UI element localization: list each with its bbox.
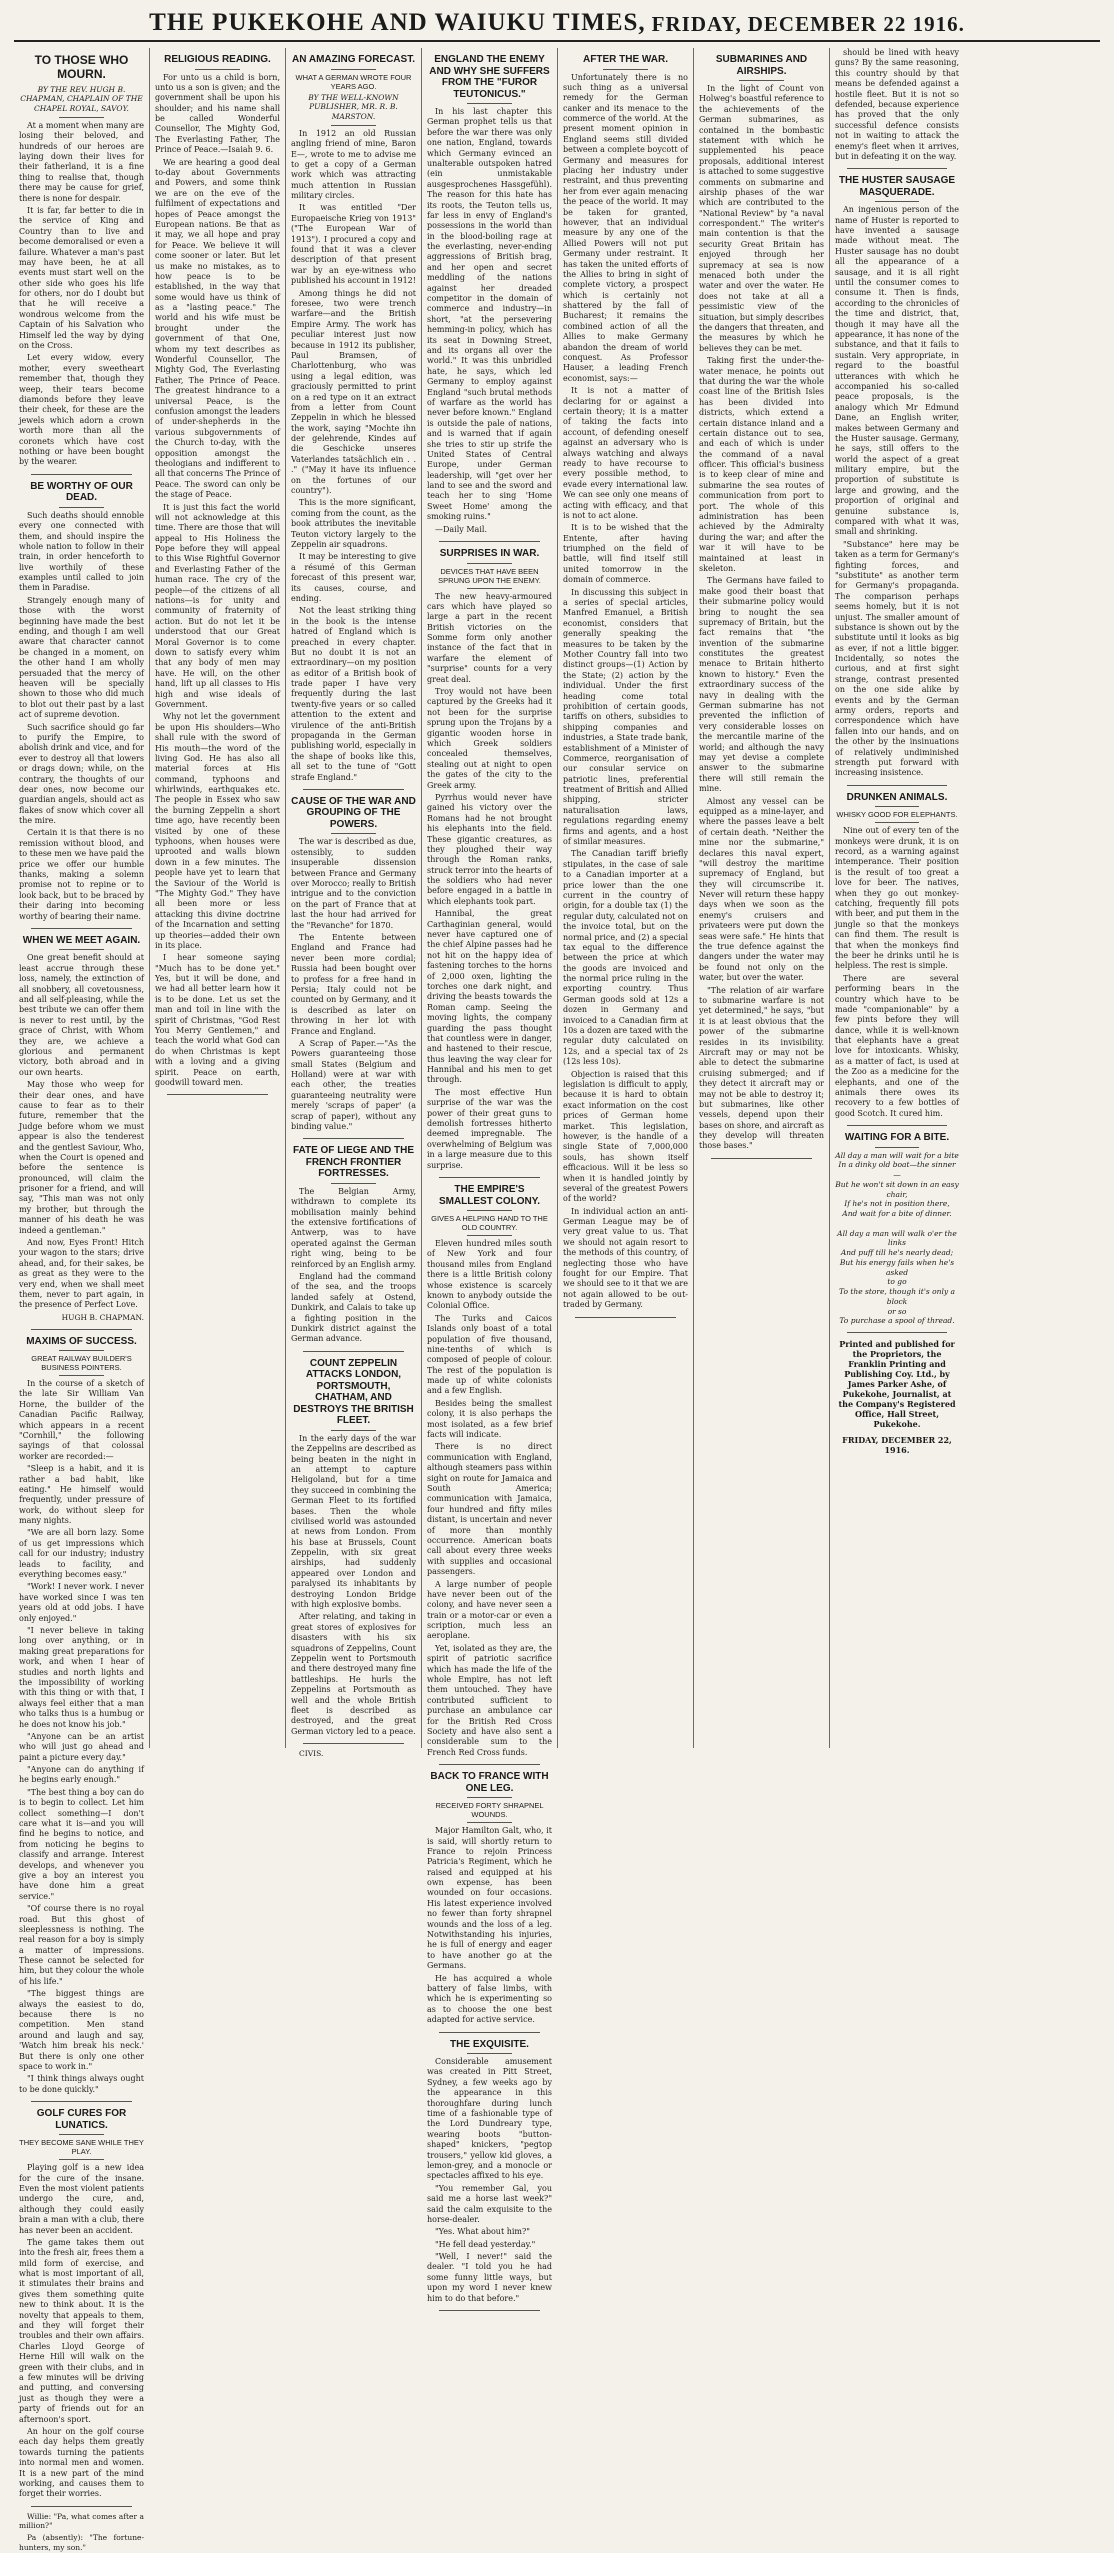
- column-5: [558, 48, 694, 1748]
- divider: [59, 1350, 104, 1351]
- poem-line: All day a man will wait for a bite: [835, 1150, 959, 1160]
- article-headline: CAUSE OF THE WAR AND GROUPING OF THE POWERS.: [291, 795, 416, 830]
- article-paragraph: For unto us a child is born, unto us a son is given; and the government shall be upon his shoulder; and his name shall be called Wonderful Counsellor, The Mighty God, The Everlasting Father, The Prince of Peace.—Isaiah 9. 6.: [155, 72, 280, 155]
- article-paragraph: It is just this fact the world will not acknowledge at this time. There are those that will appeal to His Holiness the Pope before they will appeal to this Wise Rightful Governor and Everlasting Father of the human race. The cry of the people—of the citizens of all nations—is for unity and community of fraternity of action. But do not let it be understood that our Great Moral Governor is to come down to satisfy every whim that any body of men may have. He will, on the other hand, lift up all classes to His high and wise ideals of Government.: [155, 502, 280, 709]
- column-4: [422, 48, 558, 2303]
- poem-line: To purchase a spool of thread.: [839, 1316, 955, 1326]
- article-subheadline: THEY BECOME SANE WHILE THEY PLAY.: [19, 2138, 144, 2157]
- divider: [331, 1183, 376, 1184]
- issue-day: FRIDAY,: [651, 12, 742, 36]
- article-paragraph: The most effective Hun surprise of the war was the power of their great guns to demolish fortresses hitherto deemed impregnable. The overwhelming of Belgium was in a large measure due to this surprise.: [427, 1087, 552, 1170]
- article: [291, 1145, 416, 1344]
- article-paragraph: Such deaths should ennoble every one connected with them, and should inspire the whole nation to follow in their train, in order henceforth to live worthily of these examples until called to join them in Paradise.: [19, 510, 144, 593]
- article-paragraph: The Entente between England and France had never been more cordial; Russia had been bought over to profess for a free hand in Persia; Italy could not be counted on by Germany, and it is described as later on throwing in her lot with France and England.: [291, 932, 416, 1036]
- article-paragraph: In 1912 an old Russian angling friend of mine, Baron E—, wrote to me to advise me to get a copy of a German work which was attracting much attention in Russian military circles.: [291, 128, 416, 201]
- article-headline: GOLF CURES FOR LUNATICS.: [36, 2108, 127, 2131]
- divider: [195, 69, 240, 70]
- divider: [467, 588, 512, 589]
- poem-line: But he won't sit down in an easy chair,: [835, 1179, 959, 1199]
- article-paragraph: It is far, far better to die in the service of King and Country than to live and become demoralised or even a failure. Whatever a man's past may have been, he at all events must start well on the other side who goes his life for others, nor do I doubt but that he will receive a wondrous welcome from the Captain of his Salvation who Himself led the way by dying on the Cross.: [19, 205, 144, 351]
- article-paragraph: Eleven hundred miles south of New York and four thousand miles from England there is a little British colony whose existence is scarcely known to anybody outside the Colonial Office.: [427, 1239, 552, 1311]
- article-paragraph: A large number of people have never been out of the colony, and have never seen a train or a motor-car or even a scription, much less an aeroplane.: [427, 1579, 552, 1641]
- newspaper-columns: [14, 48, 1100, 2552]
- section-rule: [575, 1317, 676, 1318]
- article-paragraph: Almost any vessel can be equipped as a mine-layer, and where the passes leave a belt of certain death. "Neither the mine nor the submarine," declares this naval expert, "will destroy the maritime supremacy of England, but they will circumscribe it. Never will return these happy days when we soon as the enemy's cruisers and privateers were put down the seas were safe." He hints that the true defence against the dangers under the water may be found not only on the water, but over the water.: [699, 796, 824, 983]
- poem-line: If he's not in position there,: [844, 1199, 950, 1209]
- section-rule: [31, 1329, 132, 1330]
- article: [155, 54, 280, 1088]
- article: [835, 175, 959, 778]
- section-rule: [439, 1764, 540, 1765]
- article-paragraph: England had the command of the sea, and the troops landed safely at Ostend, Dunkirk, and Calais to take up a fighting position in the Dunkirk district against the German advance.: [291, 1272, 416, 1344]
- article: [427, 54, 552, 535]
- article-byline: BY THE REV. HUGH B. CHAPMAN, CHAPLAIN OF THE CHAPEL ROYAL, SAVOY.: [20, 84, 143, 114]
- article-paragraph: It is to be wished that the Entente, after having triumphed on the field of battle, will find itself still united tomorrow in the domain of commerce.: [563, 523, 688, 585]
- column-footer-line: Pa (absently): "The fortune-hunters, my son.": [19, 2533, 144, 2552]
- article-paragraph: Besides being the smallest colony, it is also perhaps the most isolated, as a few brief facts will indicate.: [427, 1398, 552, 1440]
- article-subheadline: RECEIVED FORTY SHRAPNEL WOUNDS.: [435, 1801, 544, 1820]
- article-paragraph: It is not a matter of declaring for or against a certain theory; it is a matter of taking the facts into account, of defending oneself against an adversary who is always watching and always ready to have recourse to every possible method, to evade every international law. We can see only one means of acting with efficacy, and that is not to act alone.: [563, 386, 688, 520]
- divider: [467, 103, 512, 104]
- section-rule: [167, 1094, 268, 1095]
- article-subheadline: GIVES A HELPING HAND TO THE OLD COUNTRY.: [431, 1214, 548, 1232]
- section-rule: [847, 1332, 947, 1333]
- article-paragraph: Taking first the under-the-water menace, he points out that during the war the whole coast line of the British Isles has been divided into districts, which extend a certain distance inland and a certain distance out to sea, and each of which is under the command of a naval officer. This official's business is to keep clear of mine and submarine the sea routes of communication from port to port. The whole of this administration has been achieved by the Admiralty during the war; and after the war it will have to be maintained at least in skeleton.: [699, 356, 824, 573]
- article: [19, 2108, 144, 2500]
- section-rule: [847, 1125, 947, 1126]
- article-paragraph: In discussing this subject in a series of special articles, Manfred Emanuel, a British economist, considers that generally speaking the measures to be taken by the Mother Country fall into two distinct groups—(1) Action by the State; (2) action by the individual. Under the first heading come total prohibition of certain goods, tariffs on others, subsidies to shipping companies and industries, a State trade bank, establishment of a Minister of Commerce, reorganisation of our consular service on patriotic lines, preferential treatment of British and Allied shipping, stricter naturalisation laws, regulations regarding enemy firms and agents, and a host of similar measures.: [563, 587, 688, 847]
- article-paragraph: "Substance" here may be taken as a term for Germany's fighting forces, and "substitute" as another term for Germany's propaganda. The comparison perhaps seems homely, but it is not unjust. The smaller amount of substance is shown out by the substitute until it looks as big as ever, if not a little bigger. Incidentally, so notes the curious, and at first sight strange, contrast presented on the one side alike by events and by the German army orders, reports and correspondence which have fallen into our hands, and on the other by the insinuations of relatively undiminished strength put forward with increasing insistence.: [835, 539, 959, 778]
- article-paragraph: "Anyone can be an artist who will just go ahead and paint a picture every day.": [19, 1731, 144, 1762]
- article-headline: BACK TO FRANCE WITH ONE LEG.: [430, 1771, 549, 1794]
- article: [291, 796, 416, 1132]
- column-1: [14, 48, 150, 2552]
- section-rule: [31, 2101, 132, 2102]
- section-rule: [303, 1351, 404, 1352]
- article: [19, 54, 144, 468]
- article-headline: AFTER THE WAR.: [583, 54, 668, 65]
- divider: [331, 125, 376, 126]
- article-headline: AN AMAZING FORECAST.: [292, 54, 415, 65]
- article-paragraph: It was entitled "Der Europaeische Krieg von 1913" ("The European War of 1913"). I procured a copy and found that it was a clever description of that present war by an eye-witness who published his account in 1912!: [291, 203, 416, 286]
- article-paragraph: Nine out of every ten of the monkeys were drunk, it is on record, as a warning against intemperance. Their position is the result of too great a love for beer. The natives, when they go out monkey-catching, frequently fill pots with beer, and put them in the jungle so that the monkeys can find them. The result is that when the monkeys find the beer he drinks until he is helpless. The rest is simple.: [835, 826, 959, 971]
- divider: [331, 1430, 376, 1431]
- article-paragraph: It may be interesting to give a résumé of this German forecast of this present war, its causes, course, and ending.: [291, 552, 416, 603]
- article-paragraph: "The biggest things are always the easiest to do, because there is no competition. Men stand around and laugh and say, 'Watch him break his neck.' But there is only one other space to work in.": [19, 1989, 144, 2071]
- article-paragraph: I hear someone saying "Much has to be done yet." Yes, but it will be done, and we had all better learn how it is to be done. Let us set the man and toil in line with the spirit of Christmas, "God Rest You Merry Gentlemen," and teach the world what God can do when Christmas is kept with a loving and a giving spirit. Peace on earth, goodwill toward men.: [155, 953, 280, 1087]
- article-headline: MAXIMS OF SUCCESS.: [26, 1335, 137, 1347]
- article-paragraph: There is no direct communication with England, although steamers pass within sight on route for Jamaica and South America; communication with Jamaica, four hundred and fifty miles distant, is uncertain and never of more than monthly occurrence. American boats call about every three weeks with supplies and occasional passengers.: [427, 1442, 552, 1577]
- article: [427, 1184, 552, 1758]
- article-paragraph: should be lined with heavy guns? By the same reasoning, this country should by that means be defended against a hostile fleet. But it is not so defended, because experience has proved that the only successful defence consists not in waiting to attack the enemy's fleet when it arrives, but in defeating it on the way.: [835, 48, 959, 161]
- article-subheadline: DEVICES THAT HAVE BEEN SPRUNG UPON THE ENEMY.: [438, 566, 541, 585]
- divider: [331, 69, 376, 70]
- masthead: [14, 8, 1100, 42]
- article: [835, 48, 959, 162]
- article: [291, 1358, 416, 1737]
- article-paragraph: "Sleep is a habit, and it is rather a bad habit, like eating." He himself would frequently, under pressure of work, do without sleep for many nights.: [19, 1464, 144, 1526]
- article: [835, 792, 959, 1119]
- poem-line: But his energy fails when he's asked: [839, 1257, 955, 1277]
- article-paragraph: Certain it is that there is no remission without blood, and to these men we have paid the price we offer our humble thanks, making a solemn promise not to repine or to look back, but to be braced by their daring into becoming worthy of bearing their name.: [19, 828, 144, 921]
- section-rule: [31, 928, 132, 929]
- divider: [59, 1375, 104, 1376]
- divider: [467, 1797, 512, 1798]
- section-rule: [439, 2032, 540, 2033]
- article-paragraph: "Well, I never!" said the dealer. "I told you he had some funny little ways, but upon my word I never knew him to do that before.": [427, 2252, 552, 2303]
- article-paragraph: An ingenious person of the name of Huster is reported to have invented a sausage made without meat. The Huster sausage has no doubt all the appearance of a sausage, and it is all right until the consumer comes to consume it. Then is finds, according to the chronicles of the time and district, that, though it may have all the appearance, it has none of the substance, and that it fails to sustain. Very appropriate, in regard to the boastful utterances with which he accompanied his so-called peace proposals, is the analogy which Mr Edmund Dane, an English writer, makes between Germany and the Huster sausage. Germany, he says, still offers to the world the aspect of a great military empire, but the proportion of substitute is large and growing, and the proportion of original and genuine substance is, compared with what it was, small and shrinking.: [835, 205, 959, 537]
- divider: [875, 1147, 919, 1148]
- article-paragraph: And now, Eyes Front! Hitch your wagon to the stars; drive ahead, and, for their sakes, be as great as they were to the very end, when we shall meet them, never to part again, in the presence of Perfect Love.: [19, 1238, 144, 1310]
- article-paragraph: In the light of Count von Holweg's boastful reference to the achievements of the German submarines, as contained in the bombastic statement with which he supplemented his peace proposals, additional interest is attached to some suggestive comments on submarine and airship phases of the war which are contributed to the "National Review" by "a naval correspondent." The writer's main contention is that the security Great Britain has enjoyed through her supremacy at sea is now menaced both under the water and over the water. He does not take at all a pessimistic view of the situation, but simply describes the dangers that threaten, and the measures by which he believes they can be met.: [699, 84, 824, 353]
- article-subheadline: GREAT RAILWAY BUILDER'S BUSINESS POINTERS.: [31, 1354, 132, 1372]
- article-headline: WAITING FOR A BITE.: [844, 1132, 950, 1144]
- article: [699, 54, 824, 1152]
- column-footer-line: CIVIS.: [299, 1749, 324, 1759]
- article: [19, 935, 144, 1323]
- article-signature: HUGH B. CHAPMAN.: [61, 1312, 144, 1322]
- section-rule: [303, 1743, 404, 1744]
- divider: [467, 563, 512, 564]
- article-headline: DRUNKEN ANIMALS.: [846, 791, 948, 803]
- article: [291, 54, 416, 783]
- article-paragraph: "Anyone can do anything if he begins early enough.": [19, 1765, 144, 1785]
- article-paragraph: Hannibal, the great Carthaginian general, would never have captured one of the chief Alpine passes had he not hit on the happy idea of fastening torches to the horns of 2,000 oxen, lighting the torches one dark night, and driving the beasts towards the Roman camp. Seeing the moving lights, the company guarding the pass thought that countless were in danger, and hastened to their rescue, thus leaving the way clear for Hannibal and his men to get through.: [427, 909, 552, 1085]
- article-paragraph: The Canadian tariff briefly stipulates, in the case of sale to a Canadian importer at a price lower than the one current in the country of origin, for a double tax (1) the regular duty, calculated not on the invoice total, but on the normal price, and (2) a special tax equal to the difference between the price at which the goods are invoiced and the normal price ruling in the exporting country. Thus German goods sold at 12s a dozen in Germany and invoiced to a Canadian firm at 10s a dozen are taxed with the regular duty calculated on 12s, and a special tax of 2s (12s less 10s).: [563, 849, 688, 1067]
- poem-line: To the store, though it's only a block: [839, 1287, 955, 1306]
- article-paragraph: Pyrrhus would never have gained his victory over the Romans had he not brought his elephants into the field. These gigantic creatures, as they ploughed their way through the Roman ranks, struck terror into the hearts of the soldiers who had never before engaged in a battle in which elephants took part.: [427, 792, 552, 906]
- article-paragraph: Yet, isolated as they are, the spirit of patriotic sacrifice which has made the life of the whole Empire, has not left them untouched. They have contributed sufficient to purchase an ambulance car for the British Red Cross Society and have also sent a considerable sum to the French Red Cross funds.: [427, 1643, 552, 1757]
- article-paragraph: At a moment when many are losing their beloved, and hundreds of our heroes are laying down their lives for their fatherland, it is a fine thing to realise that, though there may be cause for grief, there is none for despair.: [19, 120, 144, 203]
- poem-line: [835, 1219, 959, 1229]
- column-2: [150, 48, 286, 1748]
- article: [835, 1132, 959, 1326]
- issue-date: DECEMBER 22 1916.: [747, 12, 965, 36]
- poem-line: or so: [887, 1306, 907, 1316]
- divider: [59, 949, 104, 950]
- article-paragraph: There are several performing bears in the country which have to be made "companionable" by a few pints before they will dance, while it is well-known that elephants have a great love for intoxicants. Whisky, as a matter of fact, is used at the Zoo as a medicine for the elephants, and one of the animals there owes its recovery to a few bottles of good Scotch. It cured him.: [835, 973, 959, 1118]
- divider: [875, 201, 919, 202]
- divider: [875, 822, 919, 823]
- article-paragraph: Troy would not have been captured by the Greeks had it not been for the surprise sprung upon the Trojans by a gigantic wooden horse in which Greek soldiers concealed themselves, stealing out at night to open the gates of the city to the Greek army.: [427, 687, 552, 790]
- article-paragraph: In individual action an anti-German League may be of very great value to us. That we should not again resort to the methods of this country, of neglecting those who have fought for our Empire. That we should see to it that we are not again allowed to be out-traded by Germany.: [563, 1206, 688, 1310]
- article-paragraph: Objection is raised that this legislation is difficult to apply, because it is hard to obtain exact information on the cost prices of German home market. This legislation, however, is the handle of a single State of 7,000,000 souls, has shown itself efficacious. Will it be less so when it is handled jointly by several of the greatest Powers of the world?: [563, 1069, 688, 1204]
- article-paragraph: Not the least striking thing in the book is the intense hatred of England which is preached in every chapter. But no doubt it is not an extraordinary—on my position as editor of a British book of trade paper I have very frequently during the last twenty-five years or so called attention to the extent and virulence of the anti-British propaganda in the German publishing world, especially in the shape of books like this, all set to the tune of "Gott strafe England.": [291, 606, 416, 782]
- article-paragraph: Strangely enough many of those with the worst beginning have made the best ending, and though I am well aware that character cannot be changed in a moment, on the other hand I am wholly persuaded that the mercy of heaven will be specially shown to those who did much to blot out their past by a last act of supreme devotion.: [19, 595, 144, 720]
- article-paragraph: A Scrap of Paper.—"As the Powers guaranteeing those small States (Belgium and Holland) were at war with each other, the treaties guaranteeing neutrality were merely 'scraps of paper' (a scrap of paper), without any binding value.": [291, 1038, 416, 1132]
- poem-line: And puff till he's nearly dead;: [840, 1248, 954, 1258]
- article-paragraph: Among things he did not foresee, two were trench warfare—and the British Empire Army. The work has peculiar interest just now because in 1912 its publisher, Paul Bramsen, of Charlottenburg, who was using a legal edition, was graciously permitted to print on a red type on it an extract from a letter from Count Zeppelin in which he blessed the work, saying "Mochte ihn der gelehrende, Kindes auf die Geschicke unseres Vaterlandes tatsächlich ein . . ." ("May it have its influence on the fortunes of our country").: [291, 288, 416, 496]
- article-paragraph: Unfortunately there is no such thing as a universal remedy for the German canker and its menace to the commerce of the world. At the present moment opinion in England seems still divided between a complete boycott of Germany and measures for placing her industry under restraint, and thus preventing her from ever again menacing the peace of the world. It may be taken for granted, however, that an individual measure by any one of the Allied Powers will not put Germany under restraint. It has taken the united efforts of the Allies to bring in sight of complete victory, a prospect which is certainly not shattered by the fall of Bucharest; it remains the combined action of all the Allies to make Germany abandon the dream of world conquest. As Professor Hauser, a leading French economist, says:—: [563, 72, 688, 383]
- column-3: [286, 48, 422, 1759]
- article-headline: SUBMARINES AND AIRSHIPS.: [715, 54, 808, 77]
- article-headline: WHEN WE MEET AGAIN.: [22, 934, 141, 946]
- article-paragraph: "Of course there is no royal road. But this ghost of sleeplessness is nothing. The real reason for a boy is simply a matter of impressions. These cannot be selected for him, but they colour the whole of his life.": [19, 1904, 144, 1986]
- article-headline: ENGLAND THE ENEMY AND WHY SHE SUFFERS FROM THE "FUROR TEUTONICUS.": [429, 54, 550, 100]
- divider: [875, 806, 919, 807]
- article-paragraph: —Daily Mail.: [435, 524, 487, 534]
- article: [19, 1336, 144, 2096]
- article-headline: THE EXQUISITE.: [450, 2038, 529, 2050]
- divider: [467, 1235, 512, 1236]
- paper-name: THE PUKEKOHE AND WAIUKU TIMES,: [149, 9, 646, 36]
- article-paragraph: The new heavy-armoured cars which have played so large a part in the recent British victories on the Somme form only another instance of the fact that in warfare the element of "surprise" counts for a very great deal.: [427, 591, 552, 684]
- article-headline: THE HUSTER SAUSAGE MASQUERADE.: [838, 175, 956, 198]
- article-paragraph: The war is described as due, ostensibly, to sudden insuperable dissension between France and Germany over Morocco; really to British intrigue and to the conviction on the part of France that at last the hour had arrived for the "Revanche" for 1870.: [291, 837, 416, 930]
- section-rule: [31, 2506, 132, 2507]
- imprint-date: FRIDAY, DECEMBER 22, 1916.: [842, 1435, 952, 1456]
- article-paragraph: He has acquired a whole battery of false limbs, with which he is experimenting so as to choose the one best adapted for active service.: [427, 1973, 552, 2025]
- divider: [603, 69, 648, 70]
- divider: [59, 2134, 104, 2135]
- article-paragraph: May those who weep for their dear ones, and have cause to fear as to their future, remember that the Judge before whom we must appear is also the tenderest and the gentlest Saviour, Who, when the Court is opened and before the sentence is pronounced, will claim the prisoner for a friend, and will say, "This man was not only my brother, but through the manner of his death he was indeed a gentleman.": [19, 1080, 144, 1235]
- article-headline: BE WORTHY OF OUR DEAD.: [30, 480, 133, 504]
- article-paragraph: In the early days of the war the Zeppelins are described as being beaten in the night in an attempt to capture Heligoland, but for a time they succeed in combining the German Fleet to its fortified bases. Then the whole civilised world was astounded at news from London. From his base at Brussels, Count Zeppelin, with six great airships, had suddenly appeared over London and paralysed its inhabitants by destroying London Bridge with high explosive bombs.: [291, 1433, 416, 1610]
- article-paragraph: Let every widow, every mother, every sweetheart remember that, though they weep, their tears become diamonds before they leave their cheek, for these are the jewels which adorn a crown worth more than all the coronets which have cost nothing or have been bought by the wearer.: [19, 353, 144, 467]
- article: [427, 2039, 552, 2304]
- article: [19, 481, 144, 922]
- article-paragraph: Such sacrifice should go far to purify the Empire, to abolish drink and vice, and for ever to destroy all that lowers or drags down; while, on the contrary, the thoughts of our dear ones, now become our guardian angels, should act as flakes of snow which cover all the mire.: [19, 722, 144, 826]
- article-paragraph: "The best thing a boy can do is to begin to collect. Let him collect something—I don't care what it is—and you will find he begins to notice, and from noticing he begins to classify and arrange. Interest develops, and whenever you give a boy an interest you have done him a great service.": [19, 1787, 144, 1901]
- article-paragraph: After relating, and taking in great stores of explosives for disasters with his six squadrons of Zeppelins, Count Zeppelin went to Portsmouth and there destroyed many fine battleships. He hurls the Zeppelins at Portsmouth as well and the whole British fleet is described as destroyed, and the great German victory led to a peace.: [291, 1612, 416, 1736]
- article-paragraph: In his last chapter this German prophet tells us that before the war there was only one nation, England, towards which Germany evinced an unalterable outspoken hatred (ein unmistakable ausgesprochenes Hassgefühl). The reason for this hate has its roots, the Teuton tells us, far less in envy of England's possessions in the world than in the blood-boiling rage at the everlasting, never-ending aggressions of British brag, and her open and secret meddling of the nations against her dreaded competitor in the domain of commerce and industry—in short, "at the persevering hemming-in policy, which has its seat in Downing Street, and its organs all over the world." It was this unbridled hate, he says, which led Germany to employ against England "such brutal methods of warfare as the world has never before known." England is outside the pale of nations, and is warned that if again she tries to stir up strife the United States of Central Europe, under German leadership, will "get over her land to see and the sword and teach her to sing 'Home Sweet Home' among the smoking ruins.": [427, 107, 552, 522]
- article-headline: THE EMPIRE'S SMALLEST COLONY.: [438, 1184, 541, 1207]
- divider: [467, 1822, 512, 1823]
- divider: [59, 117, 104, 118]
- article-headline: FATE OF LIEGE AND THE FRENCH FRONTIER FORTRESSES.: [292, 1145, 415, 1180]
- section-rule: [711, 1158, 812, 1159]
- section-rule: [439, 2310, 540, 2311]
- poem-line: to go: [887, 1277, 907, 1287]
- poem-line: And wait for a bite of dinner.: [842, 1209, 952, 1219]
- article-paragraph: "He fell dead yesterday.": [435, 2239, 536, 2249]
- article: [427, 548, 552, 1171]
- article-headline: RELIGIOUS READING.: [164, 54, 271, 65]
- article-paragraph: One great benefit should at least accrue through these loss, namely, the extinction of all snobbery, all covetousness, and all self-pleasing, while the best tribute we can offer them is never to rest until, by the grace of Christ, with Whom they are, we achieve a glorious and permanent victory, both abroad and in our own hearts.: [19, 953, 144, 1077]
- article-headline: SURPRISES IN WAR.: [439, 548, 540, 560]
- article-paragraph: "You remember Gal, you said me a horse last week?" said the calm exquisite to the horse-dealer.: [427, 2183, 552, 2224]
- article-paragraph: The Turks and Caicos Islands only boast of a total population of five thousand, nine-tenths of which is composed of people of colour. The rest of the population is made up of white colonists and a few English.: [427, 1313, 552, 1396]
- article-paragraph: "We are all born lazy. Some of us get impressions which call for our industry; industry leads to facility, and everything becomes easy.": [19, 1528, 144, 1580]
- article-subheadline: WHAT A GERMAN WROTE FOUR YEARS AGO.: [295, 72, 412, 91]
- article-paragraph: In the course of a sketch of the late Sir William Van Horne, the builder of the Canadian Pacific Railway, which appears in a recent "Cornhill," the following sayings of that colossal worker are recorded:—: [19, 1379, 144, 1461]
- article-paragraph: Considerable amusement was created in Pitt Street, Sydney, a few weeks ago by the appearance in this thoroughfare during lunch time of a fashionable type of the Lord Dundreary type, wearing boots "button-shaped" knickers, "pegtop trousers," yellow kid gloves, a lemon-grey, and a monocle or spectacles affixed to his eye.: [427, 2057, 552, 2181]
- article-paragraph: The game takes them out into the fresh air, frees them a mild form of exercise, and what is most important of all, it stimulates their brains and gives them something quite new to think about. It is the novelty that appeals to them, and they will forget their troubles and their own affairs. Charles Lloyd George of Herne Hill will walk on the green with their clubs, and in a few minutes will be driving and putting, and conversing just as though they were a party of friends out for an afternoon's sport.: [19, 2237, 144, 2424]
- section-rule: [847, 785, 947, 786]
- article-headline: COUNT ZEPPELIN ATTACKS LONDON, PORTSMOUTH, CHATHAM, AND DESTROYS THE BRITISH FLEET.: [293, 1357, 414, 1427]
- divider: [739, 80, 784, 81]
- poem-line: All day a man will walk o'er the links: [837, 1228, 957, 1248]
- divider: [331, 833, 376, 834]
- section-rule: [303, 789, 404, 790]
- divider: [59, 2159, 104, 2160]
- article-paragraph: "Yes. What about him?": [435, 2227, 530, 2237]
- poem-line: In a dinky old boat—the sinner—: [838, 1160, 956, 1180]
- section-rule: [439, 541, 540, 542]
- divider: [467, 2053, 512, 2054]
- article-paragraph: An hour on the golf course each day helps them greatly towards turning the patients into normal men and women. It is a new part of the mind working, and causes them to forget their worries.: [19, 2426, 144, 2499]
- printer-imprint: Printed and published for the Proprietors, the Franklin Printing and Publishing Coy. Ltd., by James Parker Ashe, of Pukekohe, Journalist, at the Company's Registered Office, Hall Street, Pukekohe.: [838, 1339, 956, 1430]
- divider: [59, 507, 104, 508]
- column-7: [830, 48, 964, 1748]
- article-paragraph: Why not let the government be upon His shoulders—Who shall rule with the sword of His mouth—the word of the living God. He has also all material forces at His command, typhoons and whirlwinds, earthquakes etc. The people in Essex who saw the burning Zeppelin a short time ago, have recently been visited by one of these typhoons, when houses were uprooted and walls blown down in a few minutes. The people have yet to learn that the Saviour of the World is "The Mighty God." They have all been more or less attacking this divine doctrine of the Incarnation and setting up theories—added their own in its place.: [155, 712, 280, 950]
- article-paragraph: The Germans have failed to make good their boast that their submarine policy would bring to nought the sea supremacy of Britain, but the fact remains that "the invention of the submarine constitutes the greatest menace to Britain hitherto known to history." Even the extraordinary success of the navy in dealing with the German submarine has not prevented the infliction of very considerable losses on the mercantile marine of the world; and although the navy may yet devise a complete answer to the submarine there will still remain the mine.: [699, 576, 824, 794]
- divider: [467, 1210, 512, 1211]
- article-paragraph: This is the more significant, coming from the count, as the book attributes the inevitable Teuton victory largely to the Zeppelin air squadrons.: [291, 498, 416, 549]
- article-headline: TO THOSE WHO MOURN.: [34, 53, 129, 81]
- article: [563, 54, 688, 1311]
- article-paragraph: Playing golf is a new idea for the cure of the insane. Even the most violent patients undergo the cure, and, although they could easily brain a man with a club, there has never been an accident.: [19, 2163, 144, 2235]
- section-rule: [303, 1138, 404, 1139]
- article-paragraph: "I never believe in taking long over anything, or in making great preparations for work, and when I hear of studies and north lights and the impossibility of working with this thing or with that, I always feel either that a man who talks thus is a humbug or he does not know his job.": [19, 1625, 144, 1729]
- section-rule: [847, 168, 947, 169]
- column-6: [694, 48, 830, 1748]
- article-paragraph: Major Hamilton Galt, who, it is said, will shortly return to France to rejoin Princess Patricia's Regiment, which he raised and equipped at his own expense, has been wounded on four occasions. His latest experience involved no fewer than forty shrapnel wounds and the loss of a leg. Notwithstanding his injuries, he is full of energy and eager to have another go at the Germans.: [427, 1826, 552, 1971]
- article-byline: BY THE WELL-KNOWN PUBLISHER, MR. R. B. MARSTON.: [308, 92, 399, 121]
- article: [427, 1771, 552, 2025]
- article-paragraph: The Belgian Army, withdrawn to complete its mobilisation mainly behind the extensive fortifications of Antwerp, was to have operated against the German right wing, being to be reinforced by an English army.: [291, 1186, 416, 1269]
- column-footer-line: Willie: "Pa, what comes after a million?": [19, 2511, 144, 2531]
- section-rule: [31, 474, 132, 475]
- article-paragraph: "I think things always ought to be done quickly.": [19, 2074, 144, 2094]
- article-paragraph: "The relation of air warfare to submarine warfare is not yet determined," he says, "but it is at least obvious that the power of the submarine resides in its invisibility. Aircraft may or may not be able to detect the submarine cruising submerged; and if they detect it aircraft may or may not be able to destroy it; but submarines, like other vessels, depend upon their bases on shore, and aircraft as they develop will threaten those bases.": [699, 985, 825, 1151]
- article-subheadline: WHISKY GOOD FOR ELEPHANTS.: [836, 810, 958, 820]
- article-paragraph: "Work! I never work. I never have worked since I was ten years old at odd jobs. I have only enjoyed.": [19, 1582, 144, 1623]
- article-paragraph: We are hearing a good deal to-day about Governments and Powers, and some think we are on the eve of the fulfilment of expectations and hopes of Peace amongst the European nations. Be that as it may, we all hope and pray for Peace. We believe it will come sooner or later. But let us make no mistakes, as to how peace is to be established, in the way that some would have us think of as a "lasting peace." The world and his wife must be brought under the government of that One, whom my text describes as Wonderful Counsellor, The Mighty God, The Everlasting Father, The Prince of Peace. The greatest hindrance to a universal Peace, is the confusion amongst the leaders of under-shepherds in the various subgovernments of the Church to-day, with the opposition amongst the theologians and indifferent to all that concerns The Prince of Peace. The sword can only be the stage of Peace.: [155, 157, 280, 500]
- section-rule: [439, 1177, 540, 1178]
